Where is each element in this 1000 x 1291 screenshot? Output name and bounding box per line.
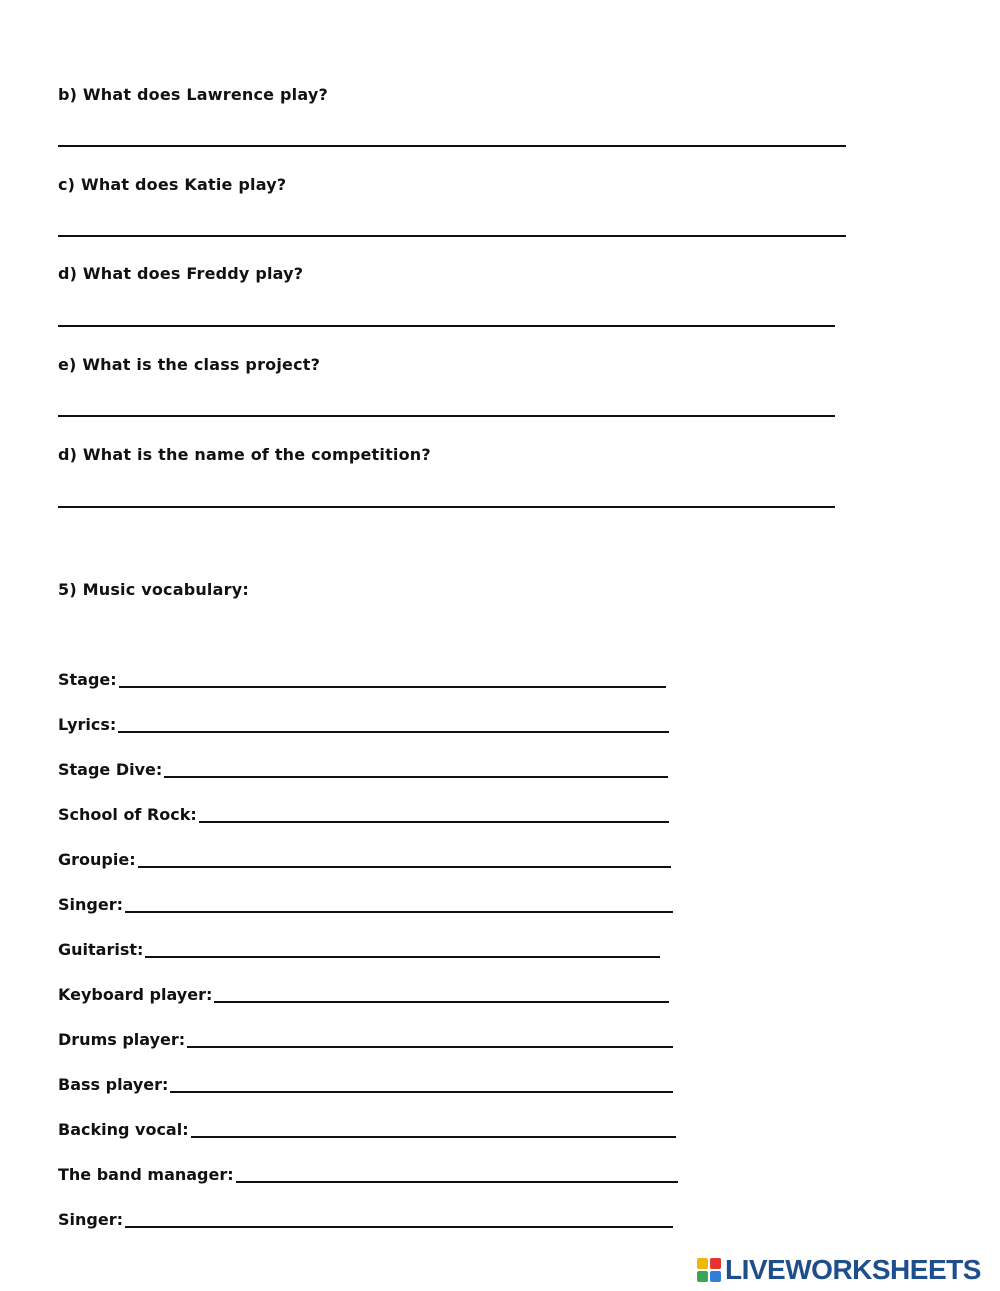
vocab-item-stage-dive	[58, 760, 668, 780]
vocab-item-singer-1	[58, 895, 673, 915]
vocab-label: Stage:	[58, 670, 117, 689]
vocab-answer-line[interactable]	[125, 1226, 673, 1228]
answer-line-d-freddy[interactable]	[58, 325, 835, 327]
vocab-answer-line[interactable]	[170, 1091, 673, 1093]
vocab-answer-line[interactable]	[118, 731, 669, 733]
answer-line-e[interactable]	[58, 415, 835, 417]
vocab-label: Lyrics:	[58, 715, 117, 734]
answer-line-c[interactable]	[58, 235, 846, 237]
logo-blocks-icon	[697, 1258, 721, 1282]
section-title-music-vocabulary: 5) Music vocabulary:	[58, 580, 249, 599]
question-d-freddy: d) What does Freddy play?	[58, 264, 304, 283]
answer-line-d-competition[interactable]	[58, 506, 835, 508]
logo-block-icon	[697, 1258, 708, 1269]
logo-block-icon	[710, 1258, 721, 1269]
vocab-label: Guitarist:	[58, 940, 144, 959]
answer-line-b[interactable]	[58, 145, 846, 147]
vocab-item-keyboard-player	[58, 985, 669, 1005]
vocab-label: Stage Dive:	[58, 760, 163, 779]
vocab-item-backing-vocal	[58, 1120, 676, 1140]
vocab-item-bass-player	[58, 1075, 673, 1095]
vocab-label: Drums player:	[58, 1030, 186, 1049]
question-e: e) What is the class project?	[58, 355, 321, 374]
vocab-answer-line[interactable]	[145, 956, 660, 958]
vocab-item-stage	[58, 670, 666, 690]
vocab-answer-line[interactable]	[119, 686, 666, 688]
vocab-answer-line[interactable]	[236, 1181, 678, 1183]
question-c: c) What does Katie play?	[58, 175, 287, 194]
vocab-answer-line[interactable]	[214, 1001, 669, 1003]
vocab-label: Bass player:	[58, 1075, 169, 1094]
vocab-label: Groupie:	[58, 850, 136, 869]
vocab-answer-line[interactable]	[164, 776, 668, 778]
liveworksheets-logo	[697, 1255, 981, 1285]
vocab-label: Singer:	[58, 1210, 123, 1229]
vocab-item-guitarist	[58, 940, 660, 960]
vocab-item-band-manager	[58, 1165, 678, 1185]
vocab-label: Singer:	[58, 895, 123, 914]
vocab-answer-line[interactable]	[191, 1136, 676, 1138]
vocab-item-singer-2	[58, 1210, 673, 1230]
question-b: b) What does Lawrence play?	[58, 85, 328, 104]
vocab-answer-line[interactable]	[125, 911, 673, 913]
logo-block-icon	[697, 1271, 708, 1282]
vocab-answer-line[interactable]	[187, 1046, 673, 1048]
logo-text: LIVEWORKSHEETS	[725, 1254, 981, 1285]
vocab-label: Keyboard player:	[58, 985, 213, 1004]
vocab-item-groupie	[58, 850, 671, 870]
vocab-answer-line[interactable]	[199, 821, 669, 823]
logo-block-icon	[710, 1271, 721, 1282]
vocab-item-lyrics	[58, 715, 669, 735]
vocab-label: Backing vocal:	[58, 1120, 189, 1139]
vocab-item-drums-player	[58, 1030, 673, 1050]
question-d-competition: d) What is the name of the competition?	[58, 445, 431, 464]
vocab-label: The band manager:	[58, 1165, 234, 1184]
vocab-label: School of Rock:	[58, 805, 197, 824]
vocab-item-school-of-rock	[58, 805, 669, 825]
vocab-answer-line[interactable]	[138, 866, 671, 868]
